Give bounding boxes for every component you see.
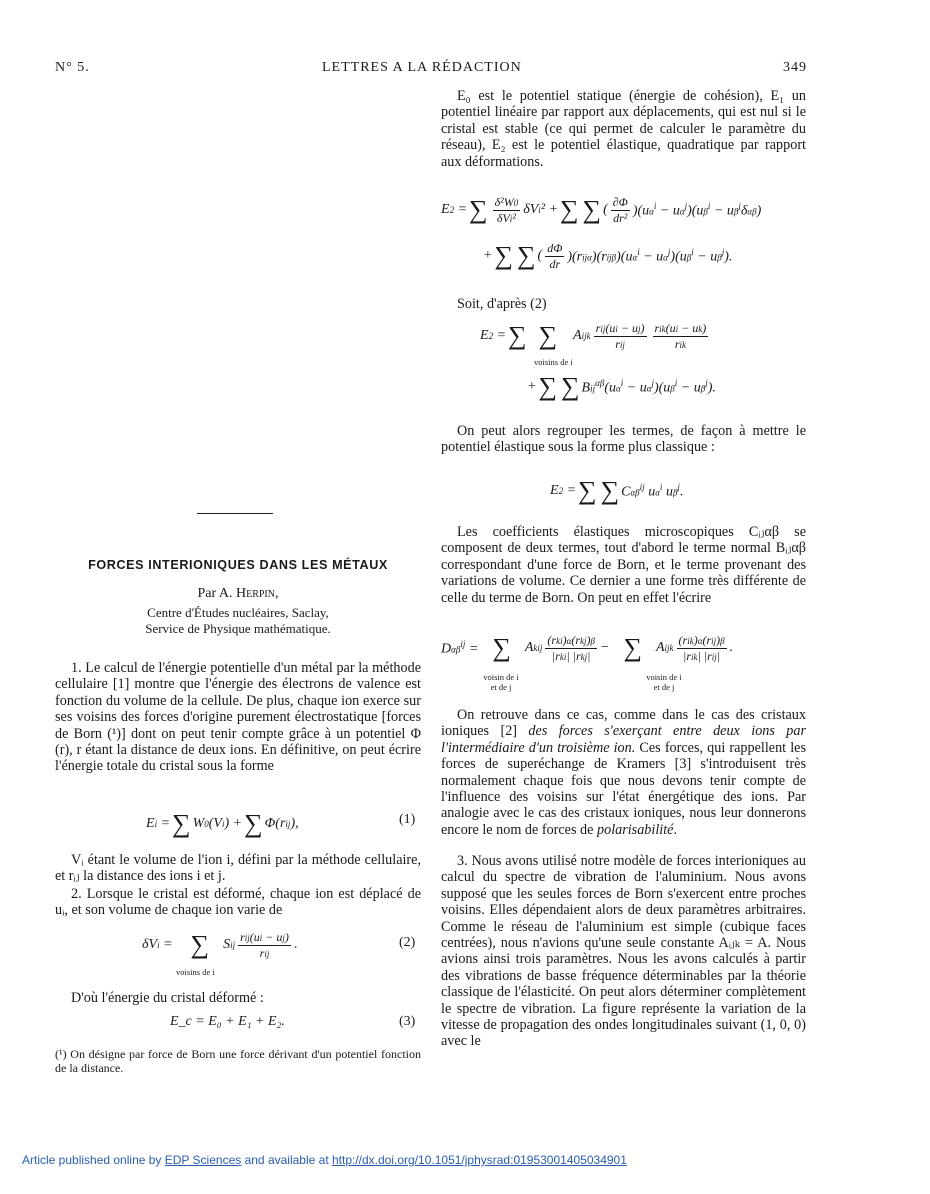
footer-prefix: Article published online by — [22, 1153, 165, 1167]
paragraph-text: 3. Nous avons utilisé notre modèle de forces interioniques au calcul du spectre de vibration de l'aluminium. Nous avons supposé que les seules forces de Born s'exercent entre proches voisins. Elles dépendaient alors de deux paramètres arbitraires. Comme le réseau de l'aluminium est simple (cubique faces centrées), nous n'avions qu'une seule constante Aᵢⱼₖ = A. Nous avions ainsi trois paramètres. Nous les avons calculés à partir des vibrations de basse fréquence déterminables par la théorie classique de l'élasticité. On peut alors déterminer complètement le spectre de vibration. La figure représente la variation de la vitesse de propagation des ondes longitudinales suivant (1, 0, 0) avec le — [441, 853, 806, 1050]
p4-text-a: On retrouve dans ce cas, comme dans le cas des cristaux ioniques [2] — [441, 707, 806, 740]
soit-line: Soit, d'après (2) — [457, 296, 547, 312]
equation-e2-line-2: + ∑ ∑ ( $\frac{d\Phi}{dr}$ )$(rij\alpha)(rij\beta)(u\alpha^i - u\alpha^j)(u\beta^i - u\beta^j)$. — [483, 240, 733, 271]
article-title: FORCES INTERIONIQUES DANS LES MÉTAUX — [88, 558, 388, 572]
right-paragraph-1 — [441, 88, 806, 170]
left-paragraph-4 — [55, 990, 421, 1006]
equation-e2-born-line-1: E2 = ∑ ∑ Aijk $\frac{\text{rij(ui − uj)}}{\text{rij}}$ $\frac{\text{rik(ui − uk)}}{\text{rik}}$ — [480, 320, 707, 351]
paragraph-text: D'où l'énergie du cristal déformé : — [71, 990, 264, 1006]
doi-link[interactable]: http://dx.doi.org/10.1051/jphysrad:01953001405034901 — [331, 1153, 627, 1167]
right-paragraph-4 — [441, 707, 806, 838]
sum-index-2: voisin de i et de j — [646, 672, 682, 692]
footnote: (¹) On désigne par force de Born une force dérivant d'un potentiel fonction de la distance. — [55, 1047, 421, 1075]
byline — [55, 586, 421, 602]
page-number: 349 — [783, 60, 807, 75]
left-paragraph-2 — [55, 852, 421, 885]
sum-index-1: voisin de i et de j — [483, 672, 519, 692]
footer-middle: and available at — [241, 1153, 332, 1167]
section-divider — [197, 513, 273, 514]
publication-footer — [22, 1153, 627, 1167]
journal-issue-number: N° 5. — [55, 60, 90, 75]
author-name: Herpin, — [235, 586, 279, 601]
running-title: LETTRES A LA RÉDACTION — [322, 60, 522, 75]
paragraph-text: E₀ est le potentiel statique (énergie de cohésion), E₁ un potentiel linéaire par rapport aux déplacements, qui est nul si le cristal est stable (ce qui permet de calculer le paramètre du réseau), E₂ est le potentiel élastique, quadratique par rapport aux déformations. — [441, 88, 806, 170]
right-paragraph-3 — [441, 524, 806, 606]
equation-2: δVi = ∑ Sij $\frac{\text{rij(ui − uj)}}{\text{rij}}$ . — [142, 929, 298, 960]
paragraph-text: On peut alors regrouper les termes, de façon à mettre le potentiel élastique sous la forme plus classique : — [441, 423, 806, 456]
equation-e2-born-line-2: + ∑ ∑ $Bij^{\alpha\beta}(u\alpha^i - u\alpha^j)(u\beta^i - u\beta^j)$. — [527, 372, 716, 401]
affiliation-line-2: Service de Physique mathématique. — [145, 621, 331, 636]
paragraph-text: Vᵢ étant le volume de l'ion i, défini par la méthode cellulaire, et rᵢⱼ la distance des ions i et j. — [55, 852, 421, 885]
equation-2-number: (2) — [399, 935, 416, 950]
paragraph-text: Les coefficients élastiques microscopiques Cᵢⱼαβ se composent de deux termes, tout d'abord le terme normal Bᵢⱼαβ correspondant d'une force de Born, et le terme provenant des variations de volume. Ce dernier a une forme très différente de celle du terme de Born. On peut en effet l'écrire — [441, 524, 806, 606]
equation-1: Ei = ∑ W0(Vi) + ∑ Φ(rij), — [146, 809, 299, 838]
p4-text-c: Ces forces, qui rappellent les forces de superéchange de Kramers [3] s'introduisent très normalement chaque fois que nous devons tenir compte de l'influence des voisins sur l'état énergétique des ions. Par analogie avec le cas des cristaux ioniques, nous leur donnerons encore le nom de forces de — [441, 739, 806, 838]
affiliation-line-1: Centre d'Études nucléaires, Saclay, — [147, 605, 329, 620]
right-paragraph-5 — [441, 853, 806, 1050]
paragraph-text: 2. Lorsque le cristal est déformé, chaque ion est déplacé de uᵢ, et son volume de chaque ion varie de — [55, 886, 421, 919]
left-paragraph-3 — [55, 886, 421, 919]
left-paragraph-1 — [55, 660, 421, 775]
publisher-link[interactable]: EDP Sciences — [164, 1153, 242, 1167]
equation-e2-line-1: E2 = ∑ $\frac{\text{δ²W0}}{\text{δVi²}}$ δVi² + ∑ ∑ ( $\frac{\partial\Phi}{\text{dr²}}$ )$(u\alpha^i - u\alpha^j)(u\beta^i - u\beta^j\delta\alpha\beta)$ — [441, 194, 762, 225]
right-paragraph-2 — [441, 423, 806, 456]
equation-2-sum-index: voisins de i — [176, 967, 215, 977]
equation-3-number: (3) — [399, 1014, 416, 1029]
p4-text-end: . — [673, 821, 678, 838]
byline-prefix: Par A. — [197, 586, 236, 601]
paragraph-text: 1. Le calcul de l'énergie potentielle d'un métal par la méthode cellulaire [1] montre que l'énergie des électrons de valence est fonction du volume de la cellule. De plus, chaque ion exerce sur ses voisins des forces d'origine purement électrostatique [forces de Born (¹)] dont on peut tenir compte grâce à un potentiel Φ (r), r étant la distance de deux ions. En définitive, on peut écrire l'énergie totale du cristal sous la forme — [55, 660, 421, 775]
equation-3: E_c = E₀ + E₁ + E₂. — [170, 1014, 285, 1029]
sum-index-voisins: voisins de i — [534, 357, 573, 367]
equation-e2-classic: E2 = ∑ ∑ Cαβ$^{ij}$ $u\alpha^i$ $u\beta^j$. — [550, 476, 684, 505]
p4-text-polarisabilite: polarisabilité — [597, 821, 674, 838]
equation-d: Dαβ$^{ij}$ = ∑ Akij $\frac{\text{(rki)α(rkj)β}}{\text{|rki| |rkj|}}$ − ∑ Aijk $\frac{\text{(rik)α(rij)β}}{\text{|rik| |rij|}}$ . — [441, 632, 734, 663]
equation-1-number: (1) — [399, 812, 416, 827]
p4-text-emphasis: des forces s'exerçant entre deux ions par l'intermédiaire d'un troisième ion. — [441, 723, 807, 756]
